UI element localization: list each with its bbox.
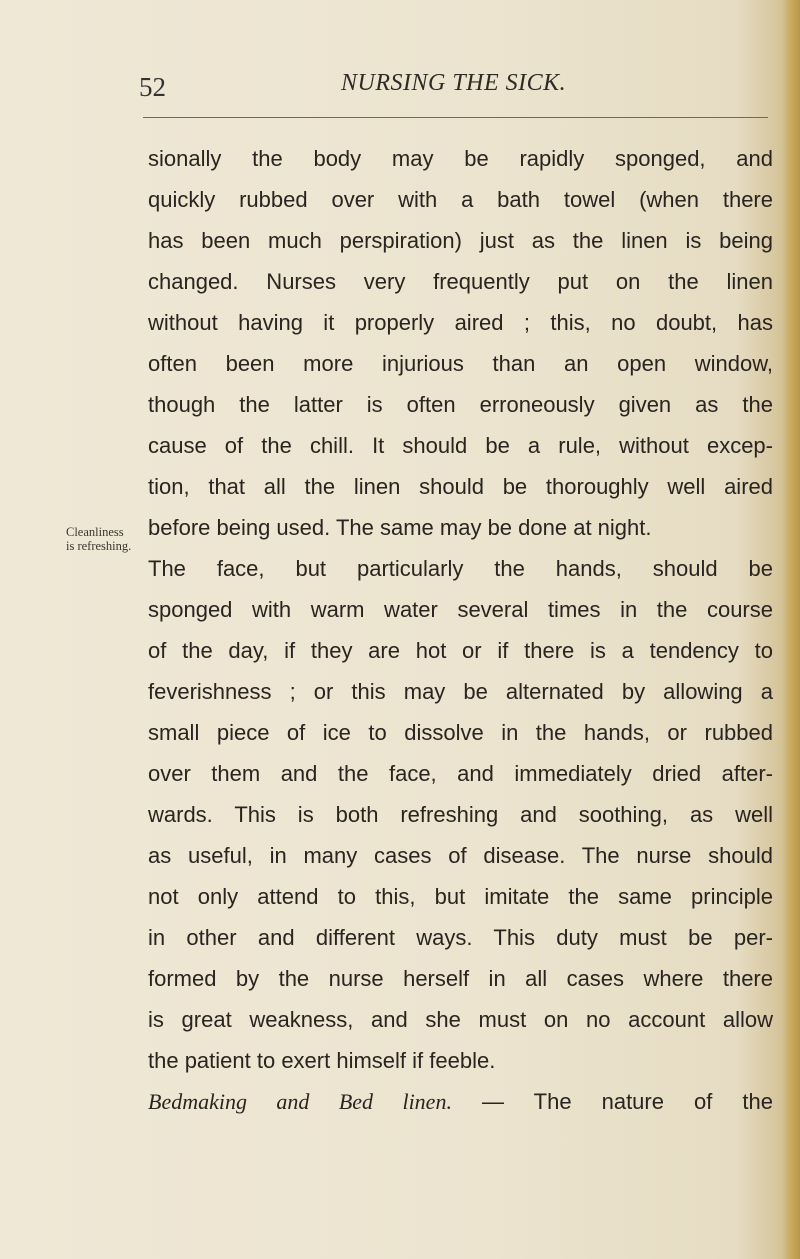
text-line: wards. This is both refreshing and soothing, as well (148, 802, 773, 827)
text-line: in other and different ways. This duty must be per- (148, 925, 773, 950)
margin-note-line: is refreshing. (66, 539, 132, 553)
text-line: sionally the body may be rapidly sponged, and (148, 146, 773, 171)
section-text: — The nature of the (482, 1089, 773, 1114)
text-line: often been more injurious than an open window, (148, 351, 773, 376)
text-line: over them and the face, and immediately dried after- (148, 761, 773, 786)
text-line: cause of the chill. It should be a rule, without excep- (148, 433, 773, 458)
text-line: as useful, in many cases of disease. The nurse should (148, 843, 773, 868)
text-line: without having it properly aired ; this, no doubt, has (148, 310, 773, 335)
text-line: has been much perspiration) just as the linen is being (148, 228, 773, 253)
header-rule (143, 117, 768, 118)
margin-note-line: Cleanliness (66, 525, 124, 539)
page-number: 52 (139, 72, 166, 102)
text-line (148, 1081, 773, 1122)
text-line: sponged with warm water several times in the course (148, 597, 773, 622)
text-line: changed. Nurses very frequently put on the linen (148, 269, 773, 294)
margin-note (66, 525, 131, 553)
text-line: before being used. The same may be done at night. (148, 515, 652, 540)
text-line: though the latter is often erroneously given as the (148, 392, 773, 417)
text-line: tion, that all the linen should be thoroughly well aired (148, 474, 773, 499)
text-line: of the day, if they are hot or if there is a tendency to (148, 638, 773, 663)
section-heading: Bedmaking and Bed linen. (148, 1089, 452, 1114)
running-head: NURSING THE SICK. (341, 70, 567, 96)
text-line: small piece of ice to dissolve in the hands, or rubbed (148, 720, 773, 745)
text-line: is great weakness, and she must on no account allow (148, 1007, 773, 1032)
body-text (148, 138, 773, 1122)
text-line: the patient to exert himself if feeble. (148, 1048, 496, 1073)
text-line: formed by the nurse herself in all cases where there (148, 966, 773, 991)
text-line: not only attend to this, but imitate the same principle (148, 884, 773, 909)
text-line: feverishness ; or this may be alternated by allowing a (148, 679, 773, 704)
text-line: quickly rubbed over with a bath towel (when there (148, 187, 773, 212)
text-line: The face, but particularly the hands, should be (148, 556, 773, 581)
page-edge (782, 0, 800, 1259)
